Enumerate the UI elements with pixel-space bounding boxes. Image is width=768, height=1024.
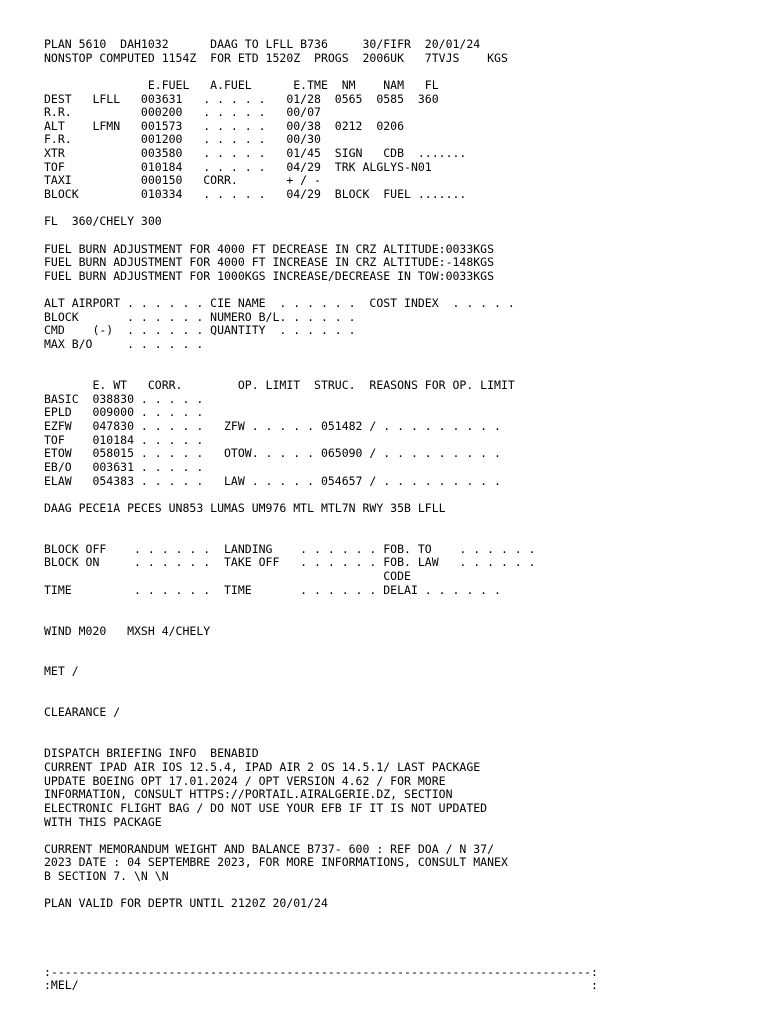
document-line: :------------------------------------------------------------------------------:	[44, 964, 598, 979]
document-line	[44, 720, 744, 734]
document-line: DAAG PECE1A PECES UN853 LUMAS UM976 MTL MTL7N RWY 35B LFLL	[44, 500, 446, 515]
document-line: CURRENT MEMORANDUM WEIGHT AND BALANCE B737- 600 : REF DOA / N 37/	[44, 841, 495, 856]
document-line	[44, 529, 744, 543]
document-line: PLAN 5610 DAH1032 DAAG TO LFLL B736 30/FIFR 20/01/24	[44, 37, 481, 51]
document-line	[44, 611, 744, 625]
document-line: ELECTRONIC FLIGHT BAG / DO NOT USE YOUR EFB IF IT IS NOT UPDATED	[44, 800, 488, 815]
document-line: ALT AIRPORT . . . . . . CIE NAME . . . . . . COST INDEX . . . . .	[44, 296, 515, 311]
document-line: TIME . . . . . . TIME . . . . . . DELAI . . . . . .	[44, 582, 501, 597]
document-line	[44, 911, 744, 925]
document-line	[44, 638, 744, 652]
document-line: CODE	[44, 568, 411, 583]
document-line: NONSTOP COMPUTED 1154Z FOR ETD 1520Z PROGS 2006UK 7TVJS KGS	[44, 50, 508, 65]
document-line: XTR 003580 . . . . . 01/45 SIGN CDB .......	[44, 146, 467, 161]
document-line	[44, 679, 744, 693]
document-line	[44, 884, 744, 898]
document-line: EZFW 047830 . . . . . ZFW . . . . . 051482 / . . . . . . . . .	[44, 418, 501, 433]
document-line: TOF 010184 . . . . .	[44, 432, 204, 447]
document-line: F.R. 001200 . . . . . 00/30	[44, 132, 321, 147]
document-line: E. WT CORR. OP. LIMIT STRUC. REASONS FOR OP. LIMIT	[44, 378, 515, 393]
document-line: DISPATCH BRIEFING INFO BENABID	[44, 746, 259, 761]
document-line: B SECTION 7. \N \N	[44, 869, 169, 884]
document-line	[44, 938, 744, 952]
document-line: FUEL BURN ADJUSTMENT FOR 1000KGS INCREASE/DECREASE IN TOW:0033KGS	[44, 268, 495, 283]
document-line	[44, 952, 744, 966]
document-line	[44, 284, 744, 298]
document-line: ETOW 058015 . . . . . OTOW. . . . . 065090 / . . . . . . . . .	[44, 446, 501, 461]
document-line: ALT LFMN 001573 . . . . . 00/38 0212 0206	[44, 118, 405, 133]
document-line	[44, 65, 744, 79]
document-line	[44, 365, 744, 379]
document-line	[44, 352, 744, 366]
document-line: BASIC 038830 . . . . .	[44, 391, 204, 406]
document-line	[44, 829, 744, 843]
document-line	[44, 229, 744, 243]
document-line: WITH THIS PACKAGE	[44, 814, 162, 829]
document-line: CURRENT IPAD AIR IOS 12.5.4, IPAD AIR 2 OS 14.5.1/ LAST PACKAGE	[44, 759, 481, 774]
document-line	[44, 925, 744, 939]
document-line: FUEL BURN ADJUSTMENT FOR 4000 FT DECREASE IN CRZ ALTITUDE:0033KGS	[44, 241, 495, 256]
document-line: INFORMATION, CONSULT HTTPS://PORTAIL.AIRALGERIE.DZ, SECTION	[44, 787, 453, 802]
document-line: E.FUEL A.FUEL E.TME NM NAM FL	[44, 77, 439, 92]
document-line: PLAN VALID FOR DEPTR UNTIL 2120Z 20/01/24	[44, 896, 328, 911]
document-line	[44, 488, 744, 502]
document-line	[44, 597, 744, 611]
document-line: DEST LFLL 003631 . . . . . 01/28 0565 0585 360	[44, 91, 439, 106]
document-line: FL 360/CHELY 300	[44, 214, 162, 229]
document-line: EPLD 009000 . . . . .	[44, 405, 204, 420]
document-line: TAXI 000150 CORR. + / -	[44, 173, 321, 188]
document-line: FUEL BURN ADJUSTMENT FOR 4000 FT INCREASE IN CRZ ALTITUDE:-148KGS	[44, 255, 495, 270]
document-line: UPDATE BOEING OPT 17.01.2024 / OPT VERSION 4.62 / FOR MORE	[44, 773, 446, 788]
document-line	[44, 693, 744, 707]
flight-plan-document	[44, 38, 744, 993]
document-line: :MEL/ :	[44, 978, 598, 993]
document-line: CLEARANCE /	[44, 705, 121, 720]
document-line: TOF 010184 . . . . . 04/29 TRK ALGLYS-N01	[44, 159, 432, 174]
document-line: BLOCK ON . . . . . . TAKE OFF . . . . . . FOB. LAW . . . . . .	[44, 555, 536, 570]
document-line: ELAW 054383 . . . . . LAW . . . . . 054657 / . . . . . . . . .	[44, 473, 501, 488]
document-line	[44, 734, 744, 748]
document-line: MET /	[44, 664, 79, 679]
document-line: BLOCK 010334 . . . . . 04/29 BLOCK FUEL .......	[44, 187, 467, 202]
document-line: 2023 DATE : 04 SEPTEMBRE 2023, FOR MORE INFORMATIONS, CONSULT MANEX	[44, 855, 508, 870]
document-line: WIND M020 MXSH 4/CHELY	[44, 623, 211, 638]
document-line	[44, 202, 744, 216]
document-line: EB/O 003631 . . . . .	[44, 459, 204, 474]
document-line: R.R. 000200 . . . . . 00/07	[44, 105, 321, 120]
document-line	[44, 515, 744, 529]
document-line: BLOCK OFF . . . . . . LANDING . . . . . . FOB. TO . . . . . .	[44, 541, 536, 556]
document-line: MAX B/O . . . . . .	[44, 337, 204, 352]
document-line: BLOCK . . . . . . NUMERO B/L. . . . . .	[44, 309, 356, 324]
document-line	[44, 652, 744, 666]
document-line: CMD (-) . . . . . . QUANTITY . . . . . .	[44, 323, 356, 338]
